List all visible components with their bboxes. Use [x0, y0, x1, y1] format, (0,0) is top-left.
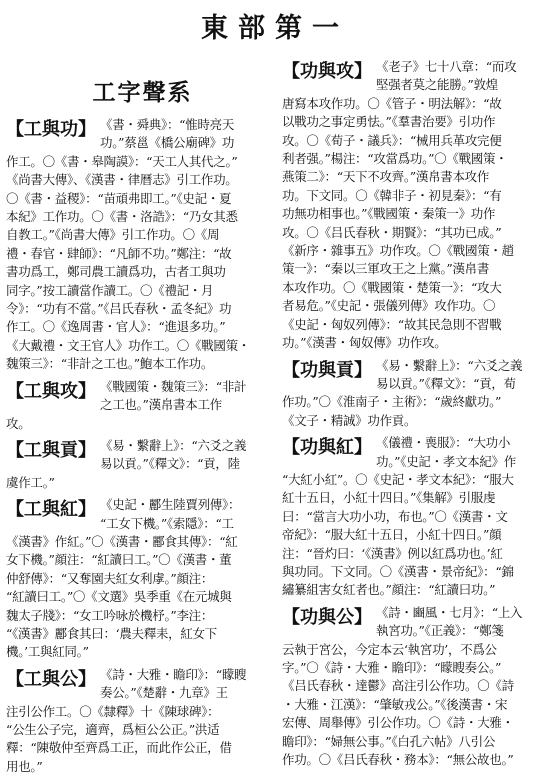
text-line: 攻。〇《荀子・議兵》：“械用兵革攻完便 [282, 132, 502, 148]
text-line: 用也。” [6, 758, 43, 774]
text-line: 《易・繫辭上》：“六爻之義 [100, 437, 247, 453]
text-line: 策一》：“秦以三軍攻王之上黨。”漢帛書 [282, 261, 490, 277]
dictionary-entry [282, 58, 544, 353]
text-line: 字。”〇《詩・大雅・瞻印》：“矇瞍奏公。” [282, 660, 502, 675]
text-line: 易以貢。”《釋文》：“貢，荀 [376, 375, 516, 391]
entry-head-text [376, 434, 544, 471]
text-line: 《詩・大雅・瞻印》：“矇瞍 [100, 666, 247, 682]
entry-head [6, 378, 268, 415]
page-title: 東部第一 [201, 13, 349, 44]
text-line: 功。”《漢書・匈奴傳》功作攻。 [282, 335, 447, 351]
entry-head [6, 666, 268, 703]
text-line: 本攻作功。〇《戰國策・楚策一》：“攻大 [282, 279, 502, 295]
text-line: 與功同。下文同。〇《漢書・景帝紀》：“錦 [282, 563, 514, 579]
entry-head [6, 437, 268, 474]
text-line: 繡纂組害女紅者也。”顔注：“紅讀曰功。” [282, 582, 496, 598]
text-line: 《新序・雜事五》功作攻。〇《戰國策・趙 [282, 243, 514, 259]
text-line: 云執于宮公，今定本云‘執宮功’，不爲公 [282, 641, 497, 657]
text-line: “紅讀曰工。”〇《文選》吳季重《在元城與 [6, 589, 232, 605]
entry-headword: 【工與攻】 [6, 380, 96, 402]
text-line: 者易危。”《史記・張儀列傳》攻作功。〇 [282, 298, 496, 314]
text-line: 《詩・豳風・七月》：“上入 [376, 604, 523, 620]
text-line: 《易・繫辭上》：“六爻之義 [376, 357, 523, 373]
text-line: 《儀禮・喪服》：“大功小 [376, 435, 511, 451]
text-line: 《文子・精誠》功作貢。 [282, 412, 417, 428]
text-line: 注引公作工。〇《隸釋》十《陳球碑》： [6, 703, 220, 719]
text-line: 〇《書・益稷》：“苗頑弗即工。”《史記・夏 [6, 190, 232, 206]
text-line: 《尚書大傳》、《漢書・律曆志》引工作功。 [6, 172, 238, 188]
entry-head [282, 357, 544, 394]
entry-head-text [100, 496, 268, 533]
text-line: 書功爲工，鄭司農工讀爲功，古者工與功 [6, 264, 226, 280]
text-line: 《史記・匈奴列傳》：“故其民急則不習戰 [282, 316, 502, 332]
text-line: 自教工。”《尚書大傳》引工作功。〇《周 [6, 227, 220, 243]
text-line: 曰：“當言大功小功，布也。”〇《漢書・文 [282, 508, 508, 524]
dictionary-entry [282, 604, 544, 770]
entry-head-text [376, 357, 544, 394]
text-line: 令》：“功有不當。”《吕氏春秋・孟冬紀》功 [6, 301, 232, 317]
entry-headword: 【工與公】 [6, 668, 96, 690]
text-line: 唐寫本攻作功。〇《管子・明法解》：“故 [282, 95, 502, 111]
text-line: 同字。”按工讀當作讀工。〇《禮記・月 [6, 282, 214, 298]
text-line: 功無功相事也。”《戰國策・秦策一》功作 [282, 206, 496, 222]
dictionary-entry [6, 378, 268, 433]
text-line: 執宮功。”《正義》：“鄭箋 [376, 623, 504, 639]
dictionary-entry [6, 116, 268, 374]
text-line: 功。”蔡邕《橋公廟碑》功 [100, 135, 235, 151]
text-line: 虞作工。” [6, 474, 55, 490]
text-line: 利者强。”楊注：“攻當爲功。”〇《戰國策・ [282, 151, 508, 167]
entry-head-text [376, 58, 544, 95]
entry-headword: 【工與功】 [6, 119, 96, 140]
text-line: 禮・春官・肆師》：“凡師不功。”鄭注：“故 [6, 245, 232, 261]
entry-headword: 【功與攻】 [282, 61, 372, 82]
text-line: 仲舒傳》：“又奪園夫紅女利虖。”顔注： [6, 570, 214, 586]
entry-head-text [100, 116, 268, 153]
text-line: 釋：“陳敬仲至齊爲工正，而此作公正，借 [6, 740, 232, 756]
left-column [6, 116, 268, 780]
dictionary-entry [6, 437, 268, 492]
text-line: 瞻印》：“婦無公事。”《白孔六帖》八引公 [282, 733, 496, 749]
entry-head-text [100, 666, 268, 703]
entry-head [282, 58, 544, 95]
dictionary-entry [282, 357, 544, 431]
dictionary-entry [6, 496, 268, 662]
entry-head [282, 434, 544, 471]
text-line: 女下機。”顔注：“紅讀曰工。”〇《漢書・董 [6, 552, 232, 568]
text-line: 機。’工與紅同。” [6, 644, 89, 660]
text-line: 本紀》工作功。〇《書・洛誥》：“乃女其悉 [6, 209, 238, 225]
text-line: 易以貢。”《釋文》：“貢，陸 [100, 456, 240, 472]
text-line: “公生公子完，適齊，爲桓公公正。”洪适 [6, 722, 220, 737]
text-line: 《漢書》作紅。”〇《漢書・酈食其傳》：“紅 [6, 533, 238, 549]
dictionary-entry [282, 434, 544, 600]
text-line: 作工。〇《逸周書・官人》：“進退多功。” [6, 319, 226, 335]
text-line: 作功。〇《吕氏春秋・務本》：“無公故也。” [282, 752, 514, 768]
entry-head-text [376, 604, 544, 641]
text-line: 功。下文同。〇《韓非子・初見秦》：“有 [282, 187, 502, 203]
text-line: 注：“晉灼曰：‘《漢書》例以紅爲功也。’紅 [282, 545, 503, 561]
text-line: 攻。 [6, 415, 31, 431]
dictionary-entry [6, 666, 268, 776]
text-line: 功。”《史記・孝文本紀》作 [376, 453, 516, 469]
entry-headword: 【工與貢】 [6, 439, 96, 461]
entry-headword: 【功與紅】 [282, 437, 372, 459]
entry-head [6, 496, 268, 533]
text-line: 之工也。”漢帛書本工作 [100, 397, 222, 413]
text-line: 《大戴禮・文王官人》功作工。〇《戰國策・ [6, 337, 251, 353]
entry-head-text [100, 437, 268, 474]
entry-head [6, 116, 268, 153]
text-line: ・大雅・江漢》：“肇敏戎公。”《後漢書・宋 [282, 696, 508, 712]
entry-head [282, 604, 544, 641]
text-line: 魏太子牋》：“女工吟咏於機杼。”李注： [6, 607, 214, 623]
text-line: 奏公。”《楚辭・九章》王 [100, 685, 228, 701]
text-line: 作功。”〇《淮南子・主術》：“歲終獻功。” [282, 394, 502, 410]
text-line: “工女下機。”《索隱》：“工 [100, 515, 234, 531]
text-line: 帝紀》：“服大紅十五日，小紅十四日。”顔 [282, 527, 502, 543]
section-title: 工字聲系 [92, 79, 193, 106]
entry-headword: 【功與公】 [282, 606, 372, 628]
text-line: 燕策二》：“天下不攻齊。”漢帛書本攻作 [282, 169, 490, 185]
right-column [282, 58, 544, 773]
entry-headword: 【功與貢】 [282, 359, 372, 381]
text-line: 堅强者莫之能勝。”敦煌 [376, 77, 498, 93]
text-line: “《漢書》酈食其曰：‘農夫釋耒，紅女下 [6, 625, 217, 641]
text-line: “大紅小紅”。〇《史記・孝文本紀》：“服大 [282, 471, 514, 487]
text-line: 作工。〇《書・皋陶謨》：“天工人其代之。” [6, 153, 238, 169]
text-line: 攻。〇《吕氏春秋・期賢》：“其功已成。” [282, 224, 502, 240]
text-line: 紅十五日，小紅十四日。”《集解》引服虔 [282, 490, 496, 506]
text-line: 以戰功之事定勇怯。”《羣書治要》引功作 [282, 114, 496, 130]
text-line: 魏策三》：“非計之工也。”鮑本工作功。 [6, 356, 214, 372]
entry-headword: 【工與紅】 [6, 499, 96, 521]
text-line: 《老子》七十八章：“而攻 [376, 59, 517, 74]
text-line: 《書・舜典》：“惟時亮天 [100, 117, 235, 132]
text-line: 《史記・酈生陸賈列傳》： [100, 497, 241, 513]
text-line: 《吕氏春秋・達鬱》高注引公作功。〇《詩 [282, 678, 514, 694]
text-line: 《戰國策・魏策三》：“非計 [100, 378, 247, 394]
entry-head-text [100, 378, 268, 415]
text-line: 宏傳、周舉傳》引公作功。〇《詩・大雅・ [282, 715, 514, 731]
